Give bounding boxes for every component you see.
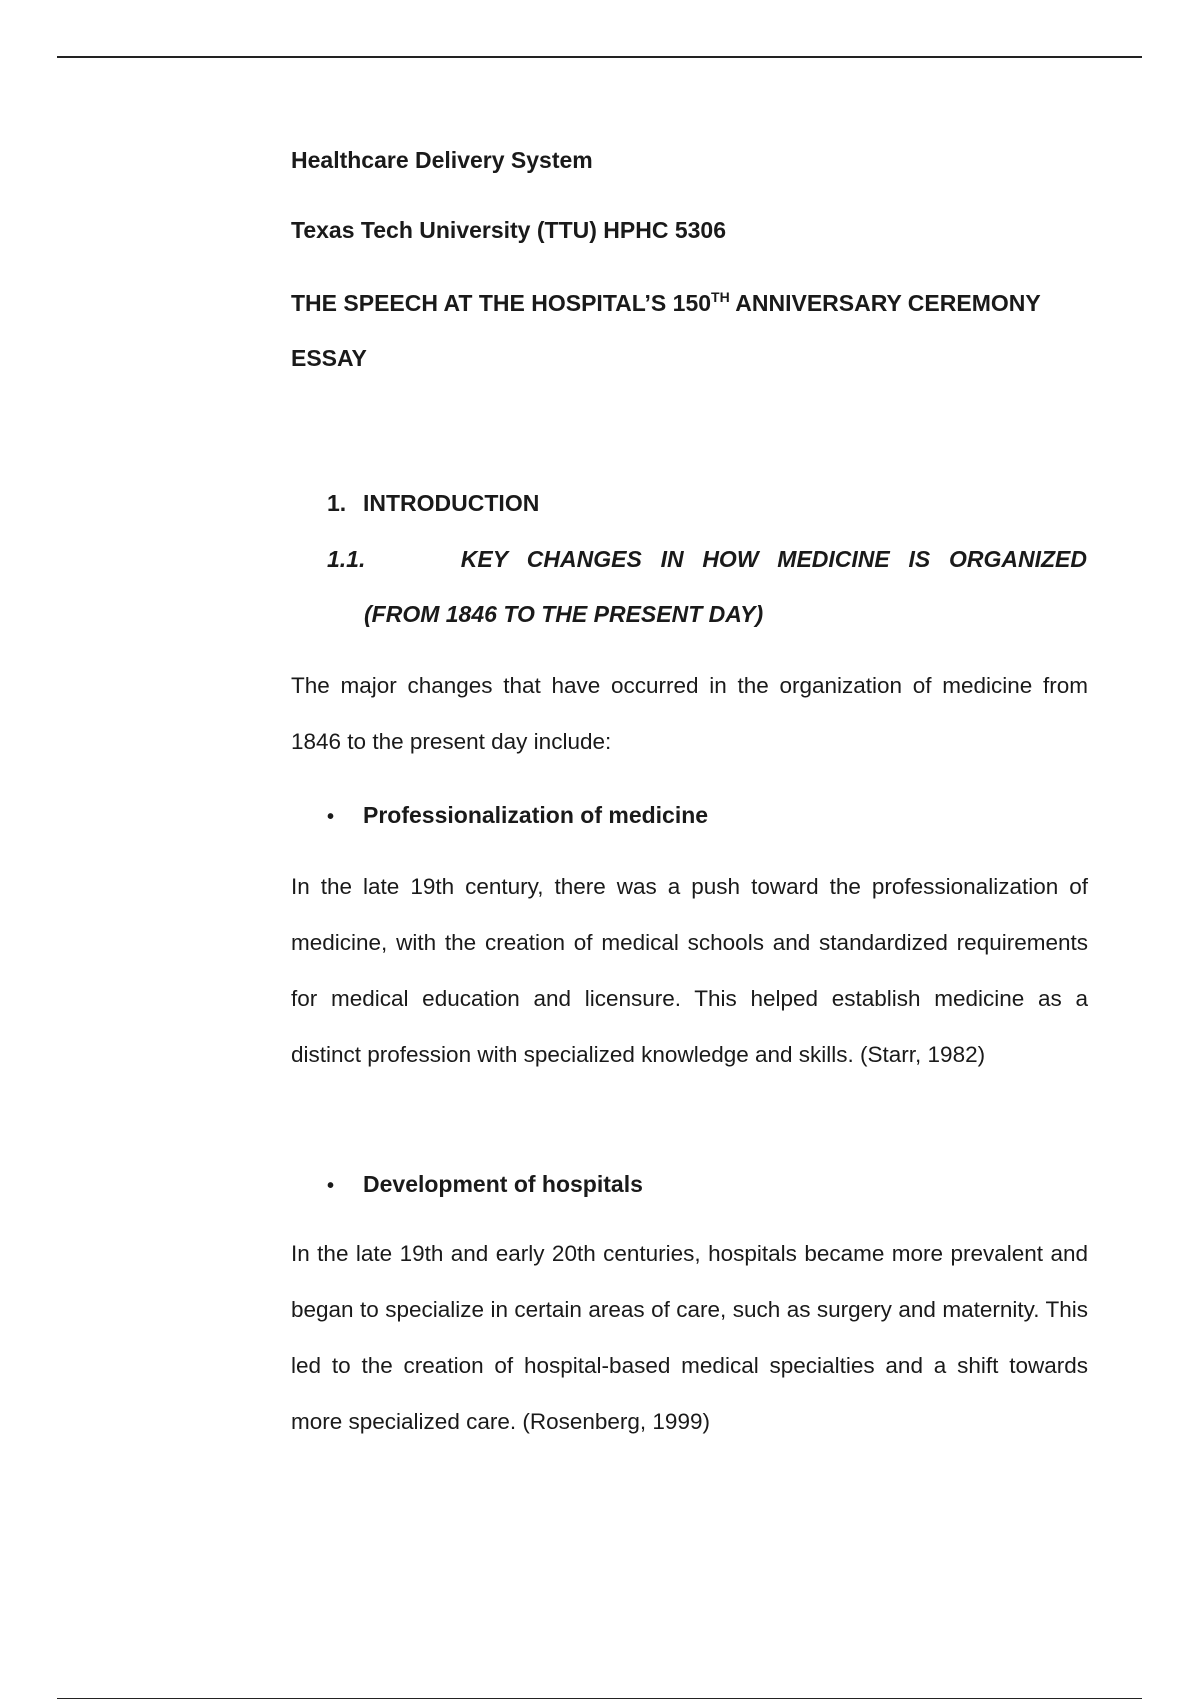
essay-title: [291, 290, 1041, 317]
section-1-1-word: HOW: [702, 546, 759, 572]
section-1-heading: [327, 490, 539, 517]
bullet-label: Development of hospitals: [363, 1171, 643, 1197]
essay-title-main: THE SPEECH AT THE HOSPITAL’S 150: [291, 290, 712, 316]
section-1-1-word: KEY: [460, 546, 509, 572]
bullet-label: Professionalization of medicine: [363, 802, 709, 828]
institution-code: Texas Tech University (TTU) HPHC 5306: [291, 217, 727, 243]
section-1-1-word: IN: [660, 546, 684, 572]
top-rule: [57, 56, 1142, 58]
paragraph-hospitals: In the late 19th and early 20th centuries, hospitals became more prevalent and began to specialize in certain areas of care, such as surgery and maternity. This led to the creation of hospital-based medical specialties and a shift towards more specialized care. (Rosenberg, 1999): [291, 1241, 1088, 1434]
section-1-1-subtitle: (FROM 1846 TO THE PRESENT DAY): [364, 601, 764, 627]
section-1-1-word: CHANGES: [526, 546, 642, 572]
essay-title-superscript: TH: [711, 289, 730, 305]
essay-label: ESSAY: [291, 345, 367, 371]
course-title: Healthcare Delivery System: [291, 147, 593, 173]
bottom-rule: [57, 1698, 1142, 1699]
section-1-1-word: ORGANIZED: [948, 546, 1087, 572]
section-1-1-word: IS: [908, 546, 931, 572]
section-1-1-heading: [327, 546, 1087, 573]
essay-title-rest: ANNIVERSARY CEREMONY: [729, 290, 1041, 316]
bullet-heading-hospitals: [327, 1171, 643, 1198]
section-1-title: INTRODUCTION: [363, 490, 540, 516]
paragraph-professionalization: In the late 19th century, there was a push toward the professionalization of medicine, with the creation of medical schools and standardized requirements for medical education and licensure. This helped establish medicine as a distinct profession with specialized knowledge and skills. (Starr, 1982): [291, 874, 1088, 1067]
intro-paragraph: The major changes that have occurred in the organization of medicine from 1846 to the present day include:: [291, 673, 1088, 754]
section-1-1-number: 1.1.: [327, 546, 366, 572]
bullet-icon: •: [327, 806, 335, 828]
bullet-icon: •: [327, 1175, 335, 1197]
bullet-heading-professionalization: [327, 802, 708, 829]
section-1-1-word: MEDICINE: [777, 546, 890, 572]
section-1-number: 1.: [327, 490, 347, 516]
